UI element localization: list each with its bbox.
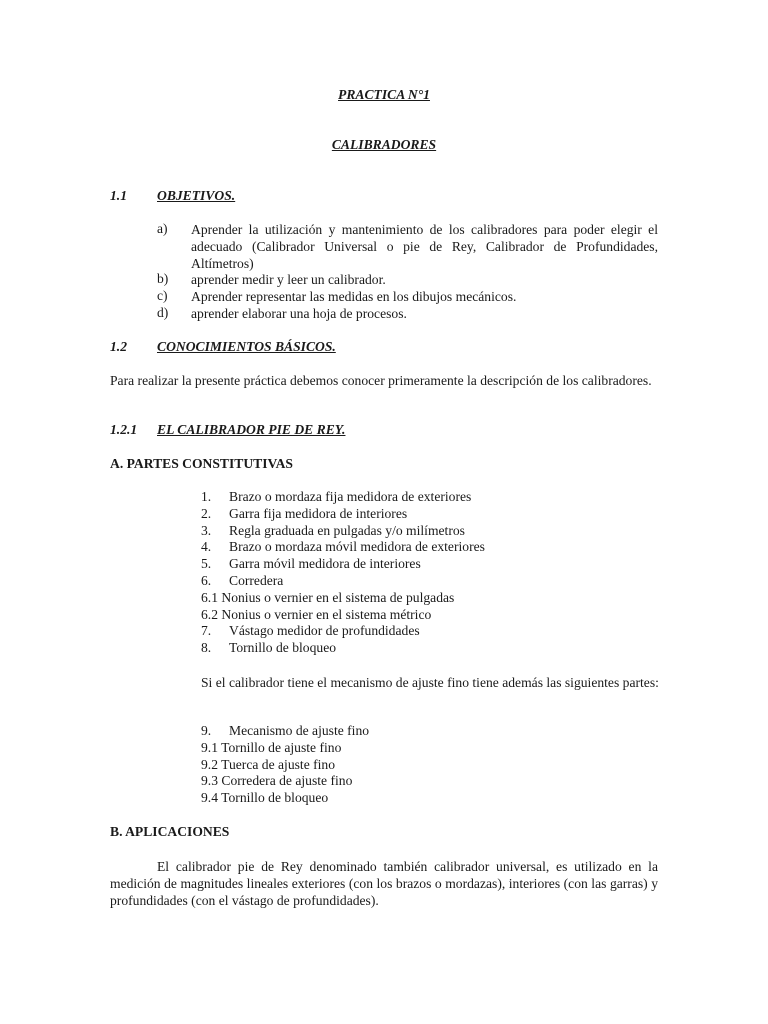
parts-list xyxy=(201,489,659,657)
part-number: 9. xyxy=(201,723,212,738)
list-item xyxy=(201,523,659,540)
list-item xyxy=(201,723,659,740)
part-text: Mecanismo de ajuste fino xyxy=(229,723,370,738)
part-text: Garra fija medidora de interiores xyxy=(229,505,408,521)
objective-text: aprender elaborar una hoja de procesos. xyxy=(191,306,407,321)
list-item xyxy=(201,740,659,757)
fine-adjust-note: Si el calibrador tiene el mecanismo de ajuste fino tiene además las siguientes partes: xyxy=(201,675,659,690)
part-text: 6.1 Nonius o vernier en el sistema de pulgadas xyxy=(201,589,455,605)
list-item xyxy=(201,573,659,590)
part-text: 9.2 Tuerca de ajuste fino xyxy=(201,756,336,772)
list-item xyxy=(201,623,659,640)
part-text: Garra móvil medidora de interiores xyxy=(229,556,421,572)
part-number: 4. xyxy=(201,539,212,555)
objective-text: Aprender representar las medidas en los dibujos mecánicos. xyxy=(191,289,517,304)
list-item xyxy=(201,489,659,506)
section-title-objetivos: OBJETIVOS. xyxy=(157,188,236,203)
part-text: 6.2 Nonius o vernier en el sistema métrico xyxy=(201,606,432,622)
list-item xyxy=(201,790,659,807)
list-item xyxy=(201,590,659,607)
list-item xyxy=(201,556,659,573)
list-item xyxy=(201,773,659,790)
part-number: 8. xyxy=(201,640,212,656)
part-text: Tornillo de bloqueo xyxy=(229,640,337,656)
part-text: 9.1 Tornillo de ajuste fino xyxy=(201,739,342,755)
part-number: 6. xyxy=(201,572,212,588)
part-number: 3. xyxy=(201,522,212,538)
part-text: Brazo o mordaza fija medidora de exteriores xyxy=(229,489,472,504)
list-item xyxy=(201,757,659,774)
objective-letter: d) xyxy=(157,305,169,320)
part-text: 9.3 Corredera de ajuste fino xyxy=(201,773,353,789)
section-title-pie-de-rey: EL CALIBRADOR PIE DE REY. xyxy=(157,422,346,437)
document-subtitle: CALIBRADORES xyxy=(331,137,437,152)
section-title-conocimientos: CONOCIMIENTOS BÁSICOS. xyxy=(157,339,336,354)
part-number: 7. xyxy=(201,623,212,639)
section-number-1-1: 1.1 xyxy=(110,188,127,203)
section-number-1-2-1: 1.2.1 xyxy=(110,422,138,437)
list-item xyxy=(201,607,659,624)
section-number-1-2: 1.2 xyxy=(110,339,127,354)
applications-text: El calibrador pie de Rey denominado también calibrador universal, es utilizado en la medición de magnitudes lineales exteriores (con los brazos o mordazas), interiores (con las garras) y profundidades (con el vástago de profundidades). xyxy=(110,859,658,908)
part-text: 9.4 Tornillo de bloqueo xyxy=(201,790,329,806)
part-text: Brazo o mordaza móvil medidora de exteriores xyxy=(229,539,485,555)
fine-parts-list xyxy=(201,723,659,807)
heading-partes-constitutivas: A. PARTES CONSTITUTIVAS xyxy=(110,456,293,471)
objective-text: aprender medir y leer un calibrador. xyxy=(191,272,386,287)
objective-letter: a) xyxy=(157,221,168,236)
applications-paragraph xyxy=(110,858,658,909)
part-number: 5. xyxy=(201,556,212,572)
objective-item xyxy=(157,271,658,288)
list-item xyxy=(201,539,659,556)
document-title: PRACTICA N°1 xyxy=(338,87,430,102)
intro-paragraph: Para realizar la presente práctica debemos conocer primeramente la descripción de los calibradores. xyxy=(110,373,652,388)
objective-text: Aprender la utilización y mantenimiento de los calibradores para poder elegir el adecuado (Calibrador Universal o pie de Rey, Calibrador de Profundidades, Altímetros) xyxy=(191,222,658,271)
list-item xyxy=(201,506,659,523)
part-text: Vástago medidor de profundidades xyxy=(229,623,420,639)
objective-item xyxy=(157,221,658,272)
objective-item xyxy=(157,288,658,305)
part-text: Corredera xyxy=(229,572,284,588)
objective-letter: c) xyxy=(157,288,168,303)
part-number: 1. xyxy=(201,489,212,504)
heading-aplicaciones: B. APLICACIONES xyxy=(110,824,230,839)
part-text: Regla graduada en pulgadas y/o milímetros xyxy=(229,522,465,538)
objective-letter: b) xyxy=(157,271,169,286)
list-item xyxy=(201,640,659,657)
part-number: 2. xyxy=(201,505,212,521)
objective-item xyxy=(157,305,658,322)
